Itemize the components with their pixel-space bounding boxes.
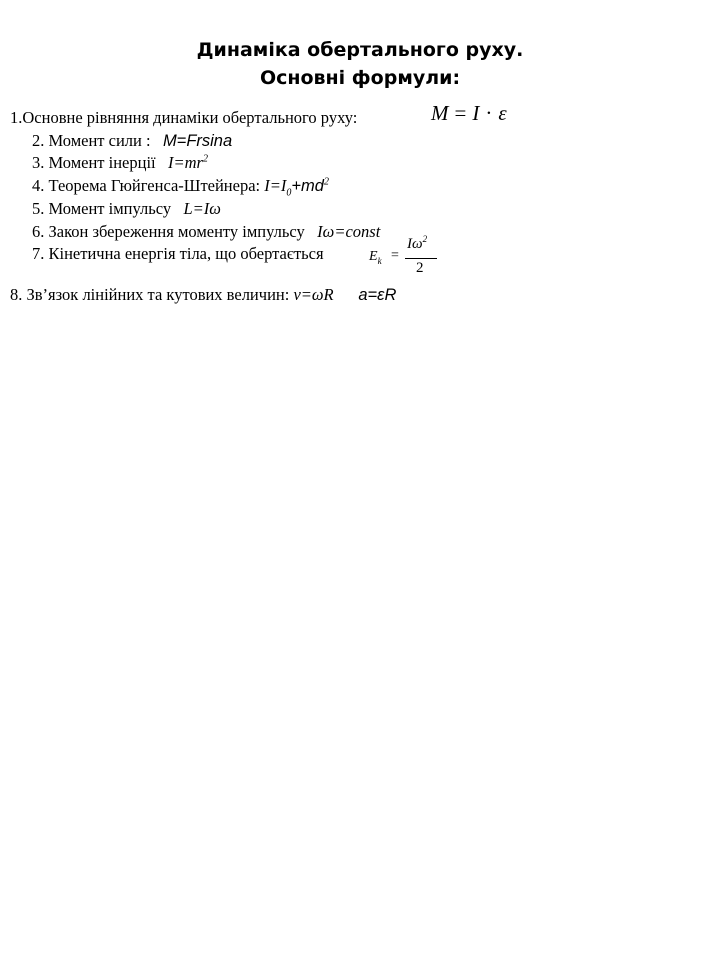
item-6-formula: Iω=const [317, 222, 381, 241]
kinetic-energy-equals: = [391, 248, 399, 263]
page-title-line-2: Основні формули: [259, 67, 461, 89]
item-8-formula-linear-velocity: v=ωR [293, 285, 334, 304]
item-2 [32, 131, 232, 151]
formula-I: I [472, 101, 480, 125]
formula-dot: · [485, 101, 493, 125]
item-1 [10, 108, 357, 128]
fraction-bar [405, 258, 437, 259]
item-8-formula-acceleration: a=εR [358, 286, 397, 304]
item-4-formula-exponent: 2 [323, 176, 329, 188]
item-5-label: 5. Момент імпульсу [32, 199, 172, 218]
item-1-label: 1.Основне рівняння динаміки обертального руху: [10, 108, 358, 127]
item-1-formula [431, 101, 507, 126]
item-5 [32, 199, 221, 219]
item-4-formula-part-a: I=I [264, 176, 287, 195]
item-3 [32, 153, 208, 173]
item-3-formula [168, 153, 208, 172]
fraction-numerator [407, 236, 427, 253]
kinetic-energy-subscript: k [377, 255, 382, 266]
item-4-label: 4. Теорема Гюйгенса-Штейнера: [32, 176, 261, 195]
fraction-numerator-base: Iω [407, 236, 423, 252]
item-7-formula [367, 236, 441, 282]
item-7-label: 7. Кінетична енергія тіла, що обертається [32, 244, 324, 263]
formula-epsilon: ε [498, 101, 507, 125]
item-3-formula-exponent: 2 [202, 153, 208, 165]
fraction-denominator: 2 [416, 260, 424, 276]
item-8-label: 8. Зв’язок лінійних та кутових величин: [10, 285, 290, 304]
item-7 [32, 244, 324, 264]
fraction-numerator-exponent: 2 [422, 234, 428, 244]
formula-M: M [431, 101, 449, 125]
item-4 [32, 176, 329, 199]
item-2-formula: M=Frsina [162, 132, 233, 150]
kinetic-energy-symbol [369, 249, 382, 265]
item-3-label: 3. Момент інерції [32, 153, 156, 172]
formula-equals: = [454, 101, 467, 125]
item-4-formula-subscript: 0 [286, 187, 292, 199]
item-3-formula-base: I=mr [168, 153, 203, 172]
kinetic-energy-E: E [369, 249, 378, 264]
item-4-formula-part-b: +md [291, 177, 324, 195]
item-8 [10, 285, 396, 305]
item-5-formula: L=Iω [183, 199, 221, 218]
item-6-label: 6. Закон збереження моменту імпульсу [32, 222, 305, 241]
page-title-line-1: Динаміка обертального руху. [196, 39, 524, 61]
item-4-formula [264, 176, 329, 199]
item-6 [32, 222, 380, 242]
item-2-label: 2. Момент сили : [32, 131, 151, 150]
